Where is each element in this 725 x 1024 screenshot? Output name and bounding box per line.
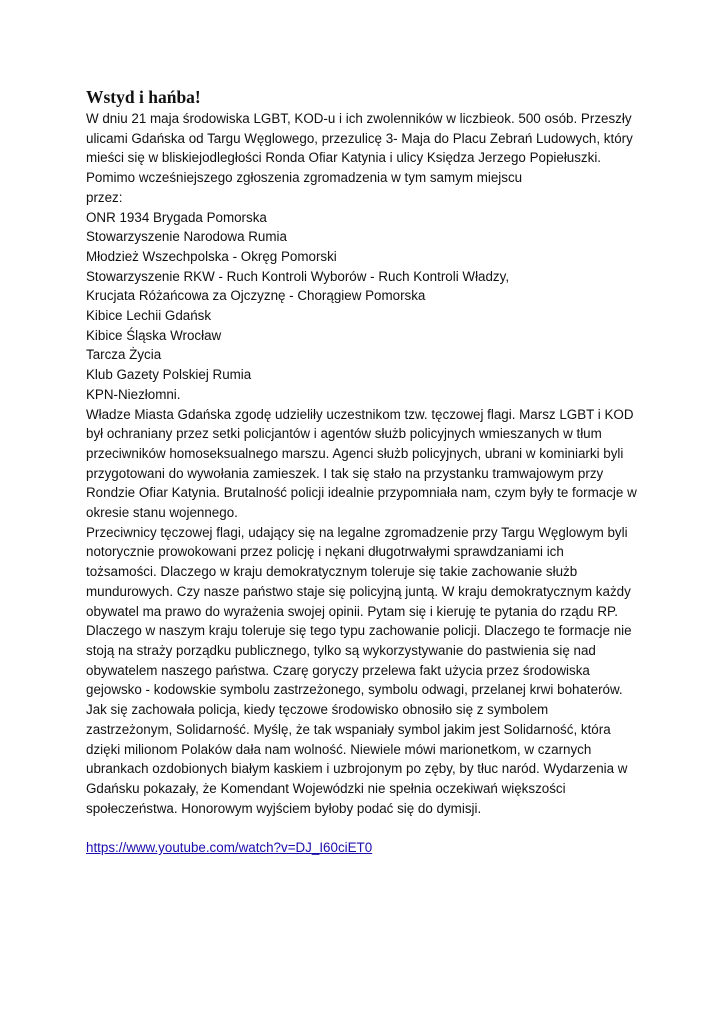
body-line: Stowarzyszenie Narodowa Rumia bbox=[86, 229, 287, 245]
body-line: Tarcza Życia bbox=[86, 347, 162, 363]
body-line: Młodzież Wszechpolska - Okręg Pomorski bbox=[86, 248, 337, 264]
body-line: stoją na straży porządku publicznego, tylko są wykorzystywanie do pastwienia się nad bbox=[86, 642, 596, 658]
body-line: przez: bbox=[86, 189, 123, 205]
body-line: dzięki milionom Polaków dała nam wolność. Niewiele mówi marionetkom, w czarnych bbox=[86, 741, 592, 757]
body-line: społeczeństwa. Honorowym wyjściem byłoby podać się do dymisji. bbox=[86, 800, 482, 816]
body-line: mundurowych. Czy nasze państwo staje się policyjną juntą. W kraju demokratycznym każdy bbox=[86, 583, 631, 599]
paragraph-gap bbox=[86, 818, 646, 838]
body-line: Przeciwnicy tęczowej flagi, udający się na legalne zgromadzenie przy Targu Węglowym byli bbox=[86, 524, 628, 540]
body-line: tożsamości. Dlaczego w kraju demokratycznym toleruje się takie zachowanie służb bbox=[86, 564, 578, 580]
body-line: Krucjata Różańcowa za Ojczyznę - Chorągiew Pomorska bbox=[86, 288, 426, 304]
body-line: okresie stanu wojennego. bbox=[86, 505, 238, 521]
body-line: Rondzie Ofiar Katynia. Brutalność policji idealnie przypomniała nam, czym były te formacje w bbox=[86, 485, 637, 501]
body-line: ONR 1934 Brygada Pomorska bbox=[86, 209, 267, 225]
body-line: przeciwników homoseksualnego marszu. Agenci służb policyjnych, ubrani w kominiarki byli bbox=[86, 445, 624, 461]
body-line: Dlaczego w naszym kraju toleruje się tego typu zachowanie policji. Dlaczego te formacje nie bbox=[86, 623, 632, 639]
body-line: Stowarzyszenie RKW - Ruch Kontroli Wyborów - Ruch Kontroli Władzy, bbox=[86, 268, 510, 284]
body-line: obywatelem naszego państwa. Czarę goryczy przelewa fakt użycia przez środowiska bbox=[86, 662, 590, 678]
body-line: Władze Miasta Gdańska zgodę udzieliły uczestnikom tzw. tęczowej flagi. Marsz LGBT i KOD bbox=[86, 406, 634, 422]
body-line: KPN-Niezłomni. bbox=[86, 386, 181, 402]
body-line: W dniu 21 maja środowiska LGBT, KOD-u i ich zwolenników w liczbieok. 500 osób. Przeszły bbox=[86, 111, 632, 126]
document-page bbox=[86, 86, 646, 858]
body-line: obywatel ma prawo do wyrażenia swojej opinii. Pytam się i kieruję te pytania do rządu RP. bbox=[86, 603, 618, 619]
body-line: ubrankach ozdobionych białym kaskiem i uzbrojonym po zęby, by tłuc naród. Wydarzenia w bbox=[86, 761, 628, 777]
body-line: był ochraniany przez setki policjantów i agentów służb policyjnych wmieszanych w tłum bbox=[86, 426, 602, 442]
body-line: zastrzeżonym, Solidarność. Myślę, że tak wspaniały symbol jakim jest Solidarność, która bbox=[86, 721, 611, 737]
body-line: notorycznie prowokowani przez policję i nękani długotrwałymi sprawdzaniami ich bbox=[86, 544, 564, 560]
body-line: mieści się w bliskiejodległości Ronda Ofiar Katynia i ulicy Księdza Jerzego Popiełuszki. bbox=[86, 150, 602, 166]
body-line: Kibice Śląska Wrocław bbox=[86, 327, 222, 343]
body-line: przygotowani do wywołania zamieszek. I tak się stało na przystanku tramwajowym przy bbox=[86, 465, 604, 481]
body-line: ulicami Gdańska od Targu Węglowego, przezulicę 3- Maja do Placu Zebrań Ludowych, który bbox=[86, 130, 633, 146]
youtube-link[interactable]: https://www.youtube.com/watch?v=DJ_I60ciET0 bbox=[86, 840, 373, 855]
document-title: Wstyd i hańba! bbox=[86, 87, 201, 107]
body-line: Pomimo wcześniejszego zgłoszenia zgromadzenia w tym samym miejscu bbox=[86, 170, 523, 186]
document-body bbox=[86, 109, 646, 818]
body-line: Klub Gazety Polskiej Rumia bbox=[86, 367, 252, 383]
body-line: Jak się zachowała policja, kiedy tęczowe środowisko obnosiło się z symbolem bbox=[86, 702, 549, 718]
body-line: Kibice Lechii Gdańsk bbox=[86, 308, 212, 324]
body-line: Gdańsku pokazały, że Komendant Wojewódzki nie spełnia oczekiwań większości bbox=[86, 780, 566, 796]
body-line: gejowsko - kodowskie symbolu zastrzeżonego, symbolu odwagi, przelanej krwi bohaterów. bbox=[86, 682, 623, 698]
